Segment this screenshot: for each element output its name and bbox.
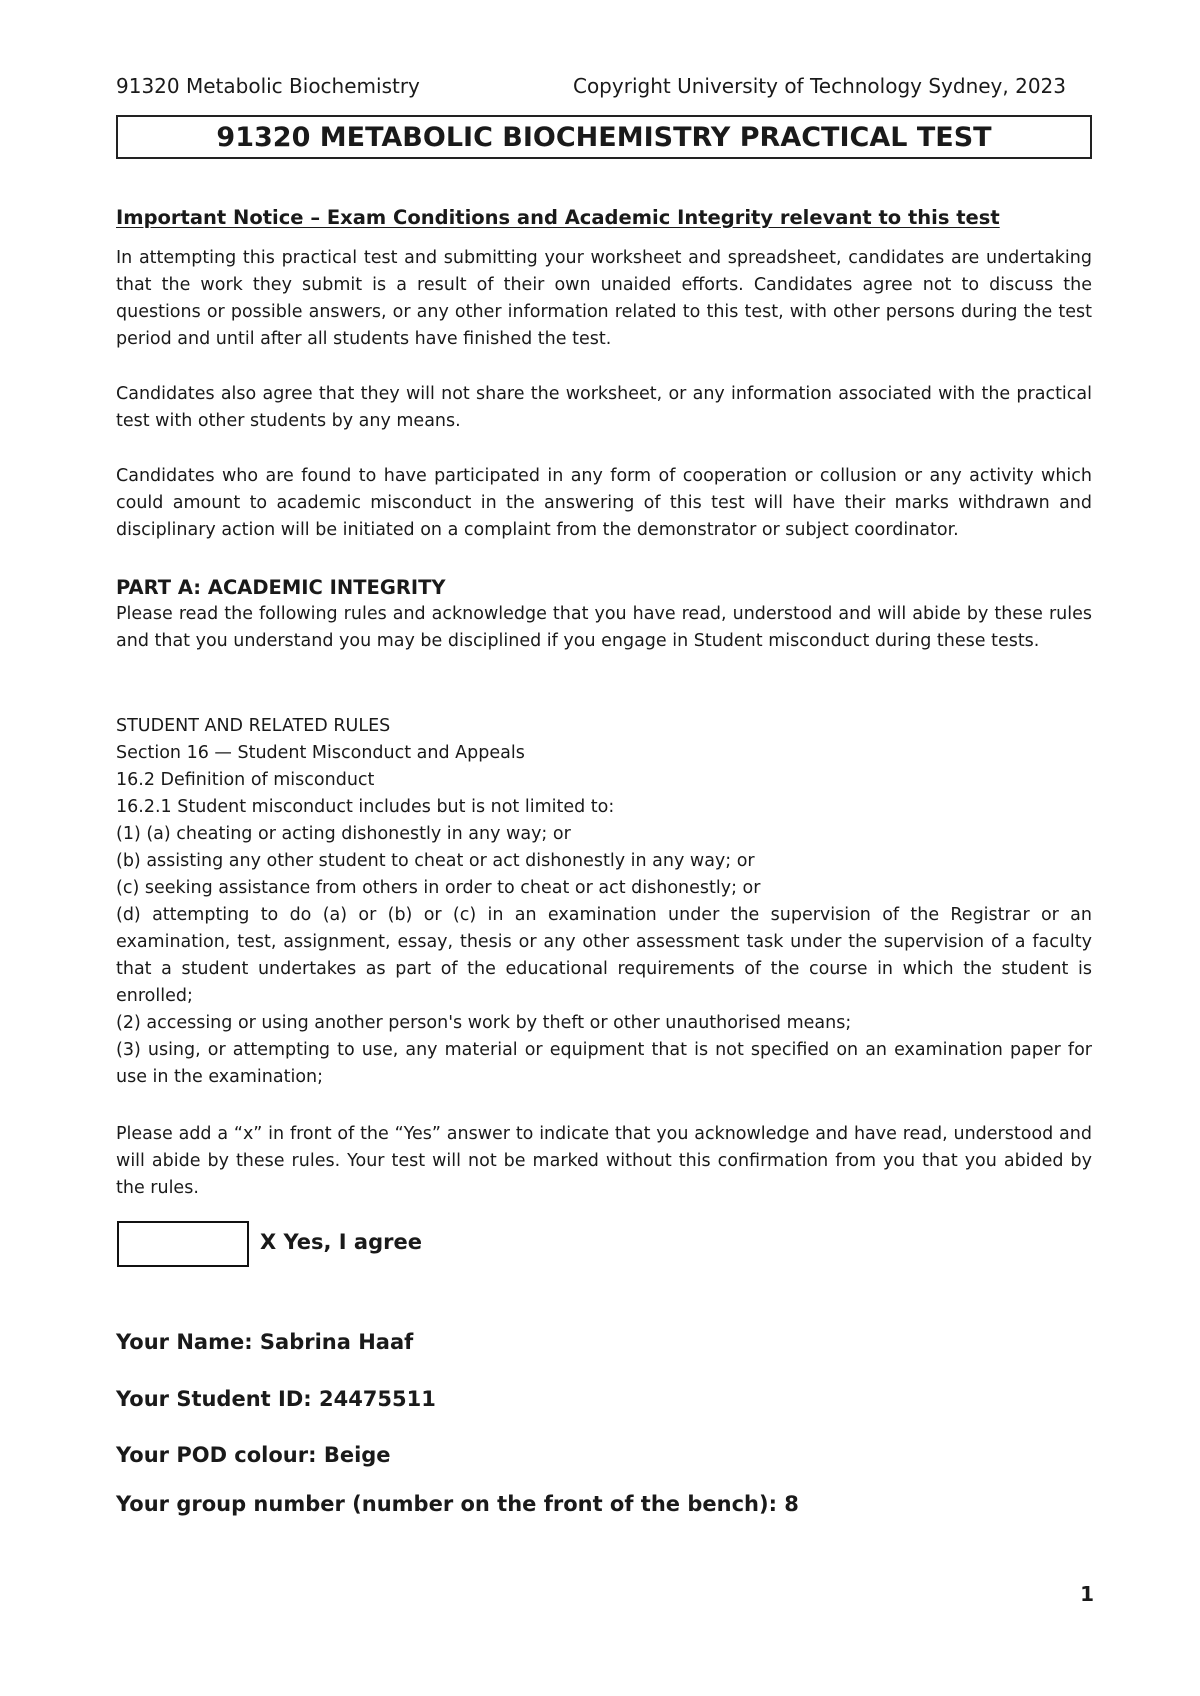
- rules-list: [116, 713, 1092, 1091]
- rules-line: 16.2 Definition of misconduct: [116, 770, 375, 790]
- rules-line: (d) attempting to do (a) or (b) or (c) in an examination under the supervision of the Registrar or an examination, test, assignment, essay, thesis or any other assessment task under the supervision of a faculty that a student undertakes as part of the educational requirements of the course in which the student is enrolled;: [116, 905, 1092, 1006]
- notice-paragraph: In attempting this practical test and submitting your worksheet and spreadsheet, candidates are undertaking that the work they submit is a result of their own unaided efforts. Candidates agree not to discuss the questions or possible answers, or any other information related to this test, with other persons during the test period and until after all students have finished the test.: [116, 248, 1092, 349]
- student-name: Your Name: Sabrina Haaf: [116, 1330, 414, 1354]
- part-a-heading: PART A: ACADEMIC INTEGRITY: [116, 576, 446, 599]
- notice-heading: Important Notice – Exam Conditions and Academic Integrity relevant to this test: [116, 206, 1000, 229]
- part-a-intro: Please read the following rules and acknowledge that you have read, understood and will abide by these rules and that you understand you may be disciplined if you engage in Student misconduct during these tests.: [116, 604, 1092, 651]
- agreement-label: X Yes, I agree: [260, 1230, 422, 1254]
- pod-colour: Your POD colour: Beige: [116, 1443, 391, 1467]
- page-number: 1: [1080, 1582, 1094, 1606]
- rules-line: (3) using, or attempting to use, any material or equipment that is not specified on an examination paper for use in the examination;: [116, 1040, 1092, 1087]
- header-subject: 91320 Metabolic Biochemistry: [116, 74, 420, 98]
- rules-line: STUDENT AND RELATED RULES: [116, 716, 391, 736]
- notice-paragraph: Candidates who are found to have participated in any form of cooperation or collusion or any activity which could amount to academic misconduct in the answering of this test will have their marks withdrawn and disciplinary action will be initiated on a complaint from the demonstrator or subject coordinator.: [116, 466, 1092, 540]
- student-id: Your Student ID: 24475511: [116, 1387, 436, 1411]
- agreement-checkbox[interactable]: [117, 1221, 249, 1267]
- rules-line: (b) assisting any other student to cheat or act dishonestly in any way; or: [116, 851, 755, 871]
- notice-paragraph: Candidates also agree that they will not share the worksheet, or any information associated with the practical test with other students by any means.: [116, 384, 1092, 431]
- rules-line: Section 16 — Student Misconduct and Appeals: [116, 743, 525, 763]
- rules-line: (c) seeking assistance from others in order to cheat or act dishonestly; or: [116, 878, 761, 898]
- header-copyright: Copyright University of Technology Sydney, 2023: [572, 74, 1066, 98]
- rules-line: 16.2.1 Student misconduct includes but is not limited to:: [116, 797, 615, 817]
- document-title: 91320 METABOLIC BIOCHEMISTRY PRACTICAL TEST: [116, 115, 1092, 159]
- rules-line: (1) (a) cheating or acting dishonestly in any way; or: [116, 824, 571, 844]
- agreement-instruction: Please add a “x” in front of the “Yes” answer to indicate that you acknowledge and have read, understood and will abide by these rules. Your test will not be marked without this confirmation from you that you abided by the rules.: [116, 1124, 1092, 1198]
- rules-line: (2) accessing or using another person's work by theft or other unauthorised means;: [116, 1013, 852, 1033]
- group-number: Your group number (number on the front of the bench): 8: [116, 1492, 799, 1516]
